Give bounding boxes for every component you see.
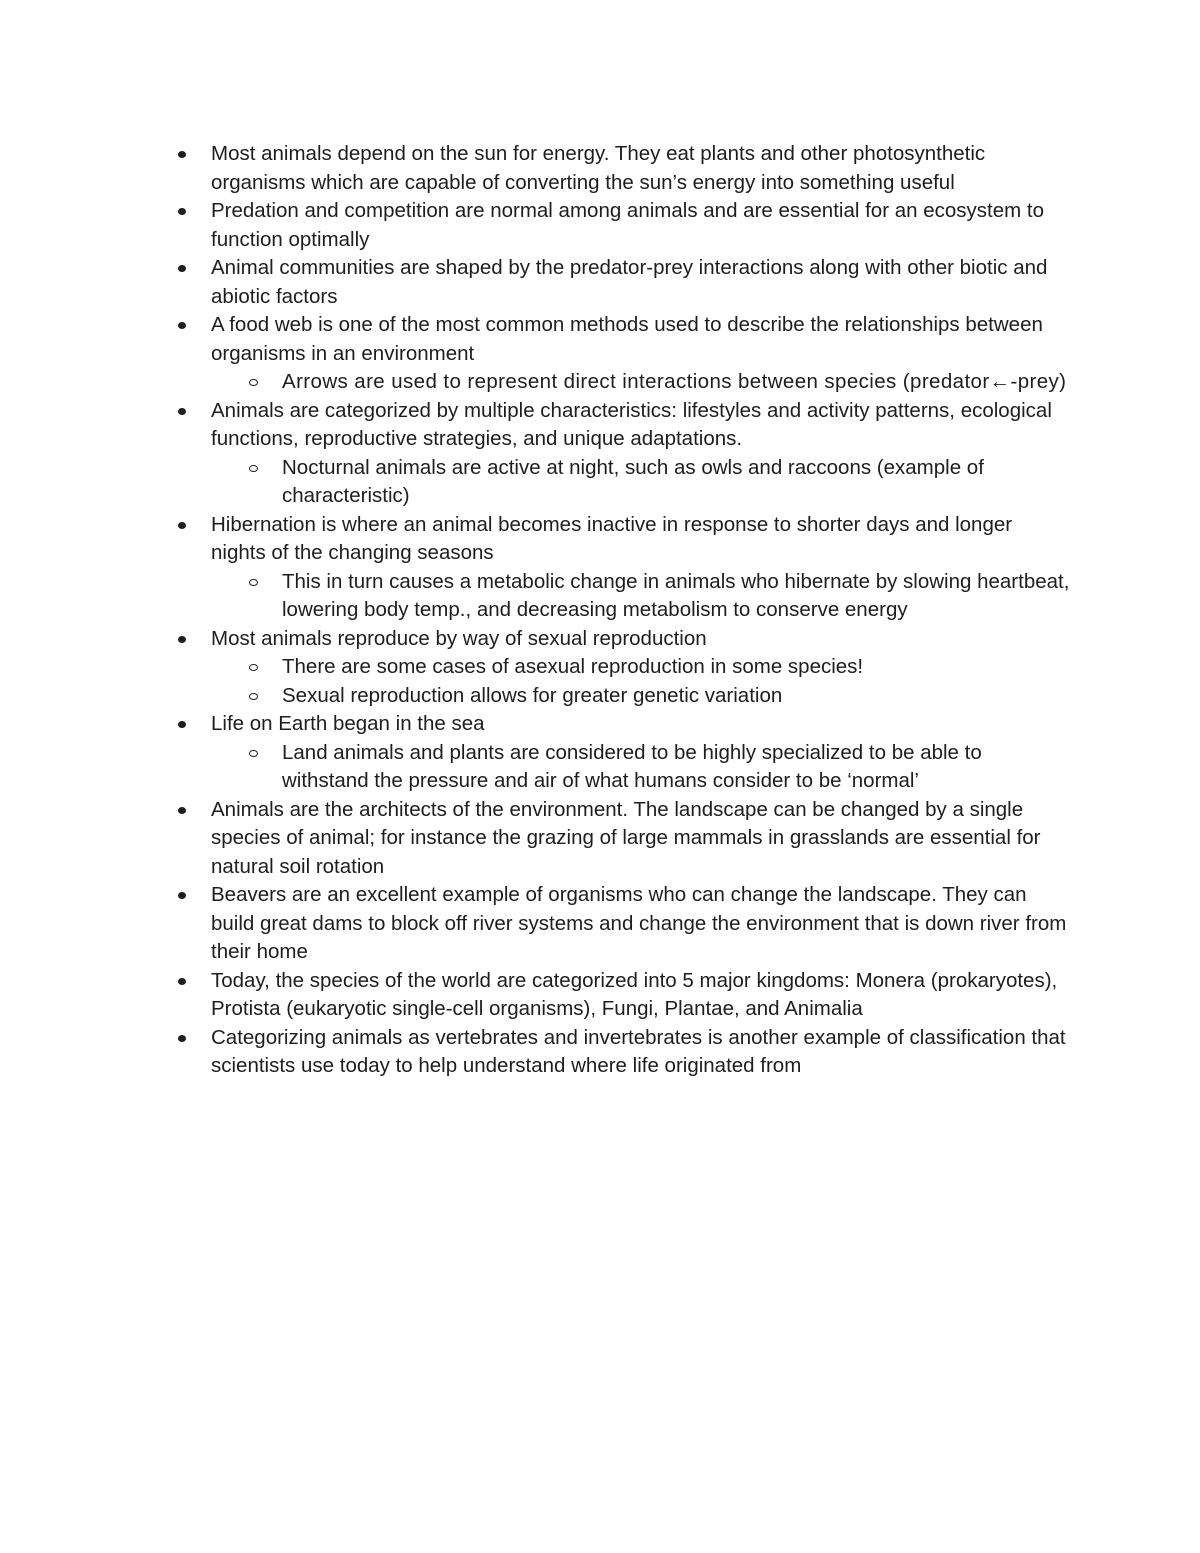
list-item-text: Most animals depend on the sun for energy. They eat plants and other photosynthetic organisms which are capable of converting the sun’s energy into something useful xyxy=(211,142,986,194)
list-item xyxy=(0,511,1071,568)
list-item xyxy=(0,197,1071,254)
bullet-dot-icon xyxy=(178,721,186,728)
list-item-text: Animals are categorized by multiple characteristics: lifestyles and activity patterns, ecological functions, reproductive strategies, and unique adaptations. xyxy=(211,398,1052,450)
document-page xyxy=(0,140,1200,1081)
sub-list-item xyxy=(0,568,1072,625)
list-item xyxy=(0,881,1071,967)
sub-list-item xyxy=(0,682,1072,711)
list-item-text: Predation and competition are normal among animals and are essential for an ecosystem to function optimally xyxy=(211,199,1044,251)
bullet-circle-icon xyxy=(249,379,258,386)
sub-list-item xyxy=(0,739,1072,796)
list-item-text: Animals are the architects of the environment. The landscape can be changed by a single species of animal; for instance the grazing of large mammals in grasslands are essential for natural soil rotation xyxy=(211,797,1041,878)
bullet-dot-icon xyxy=(178,807,186,814)
list-item-text: Beavers are an excellent example of organisms who can change the landscape. They can build great dams to block off river systems and change the environment that is down river from their home xyxy=(211,883,1067,963)
list-item-text: There are some cases of asexual reproduction in some species! xyxy=(282,655,864,678)
list-item xyxy=(0,311,1071,368)
list-item xyxy=(0,397,1071,454)
bullet-dot-icon xyxy=(178,978,186,985)
bullet-dot-icon xyxy=(178,408,186,415)
bullet-circle-icon xyxy=(249,465,258,472)
bullet-dot-icon xyxy=(178,322,186,329)
bullet-dot-icon xyxy=(178,522,186,529)
list-item xyxy=(0,710,1071,739)
bullet-circle-icon xyxy=(249,664,258,671)
bullet-dot-icon xyxy=(178,892,186,899)
list-item-text: Most animals reproduce by way of sexual reproduction xyxy=(211,626,707,650)
list-item-text: Land animals and plants are considered to be highly specialized to be able to withstand the pressure and air of what humans consider to be ‘normal’ xyxy=(282,740,982,792)
list-item-text: Nocturnal animals are active at night, such as owls and raccoons (example of characteristic) xyxy=(282,455,984,507)
list-item-text: This in turn causes a metabolic change in animals who hibernate by slowing heartbeat, lowering body temp., and decreasing metabolism to conserve energy xyxy=(282,569,1070,621)
bullet-circle-icon xyxy=(249,750,258,757)
list-item-text: Animal communities are shaped by the predator-prey interactions along with other biotic and abiotic factors xyxy=(211,256,1048,308)
sub-list-item xyxy=(0,454,1072,511)
list-item-text: Hibernation is where an animal becomes inactive in response to shorter days and longer nights of the changing seasons xyxy=(211,512,1013,564)
bullet-dot-icon xyxy=(178,1035,186,1042)
bullet-dot-icon xyxy=(178,208,186,215)
list-item xyxy=(0,1024,1071,1081)
bullet-dot-icon xyxy=(178,151,186,158)
list-item-text: Today, the species of the world are categorized into 5 major kingdoms: Monera (prokaryotes), Protista (eukaryotic single-cell organisms), Fungi, Plantae, and Animalia xyxy=(211,968,1058,1020)
bullet-dot-icon xyxy=(178,636,186,643)
list-item xyxy=(0,254,1071,311)
bullet-circle-icon xyxy=(249,693,258,700)
sub-list-item xyxy=(0,653,1072,682)
list-item xyxy=(0,796,1071,882)
list-item-text: A food web is one of the most common methods used to describe the relationships between organisms in an environment xyxy=(211,313,1043,365)
list-item-text: Arrows are used to represent direct interactions between species (predator←-prey) xyxy=(282,370,1067,393)
list-item xyxy=(0,967,1071,1024)
list-item xyxy=(0,625,1071,654)
bullet-circle-icon xyxy=(249,579,258,586)
bullet-dot-icon xyxy=(178,265,186,272)
sub-list-item xyxy=(0,368,1072,397)
list-item-text: Life on Earth began in the sea xyxy=(211,712,485,735)
list-item xyxy=(0,140,1071,197)
list-item-text: Sexual reproduction allows for greater genetic variation xyxy=(282,683,783,707)
list-item-text: Categorizing animals as vertebrates and invertebrates is another example of classification that scientists use today to help understand where life originated from xyxy=(211,1025,1066,1077)
notes-list xyxy=(0,140,1200,1081)
